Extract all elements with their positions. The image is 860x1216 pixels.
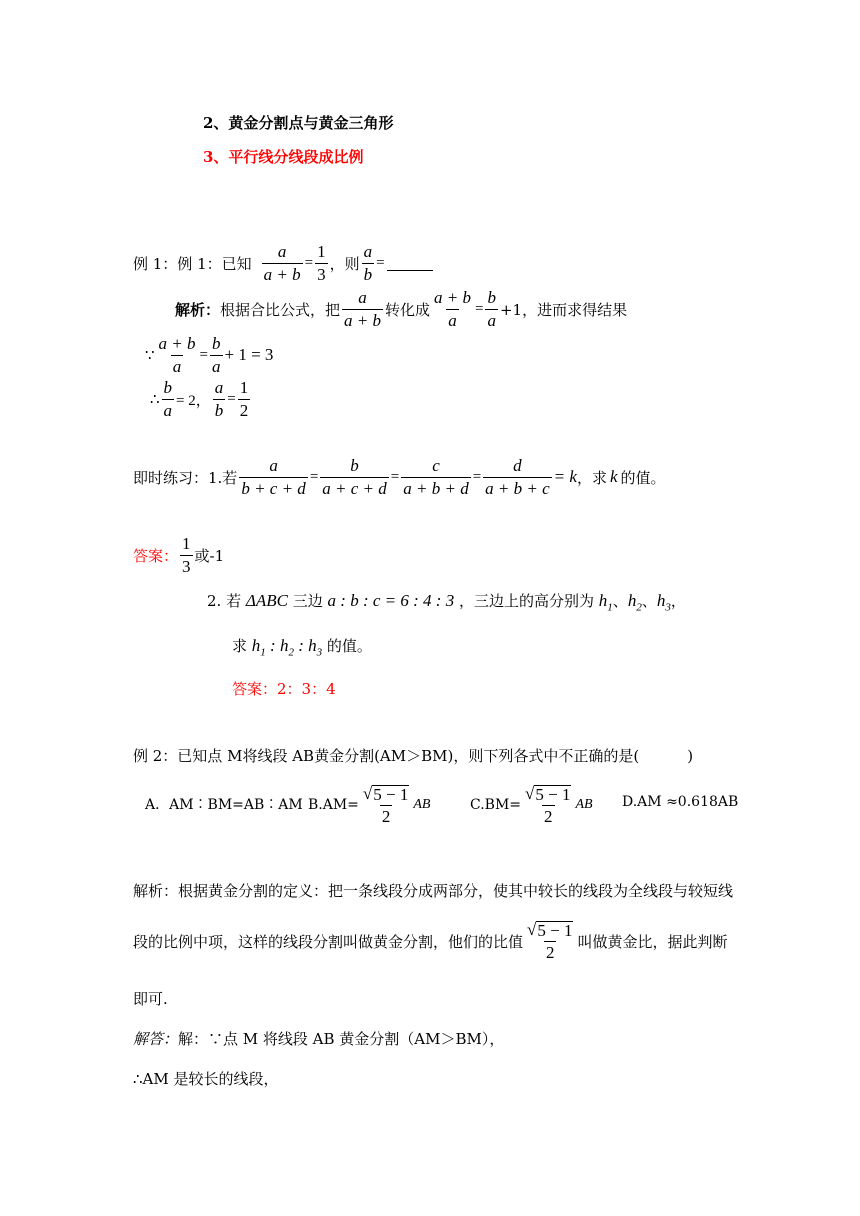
example2-question: 例 2：已知点 M将线段 AB黄金分割(AM＞BM)，则下列各式中不正确的是( ) [133, 747, 694, 765]
practice1-fraction-a: $\frac{a}{b + c + d}$ [241, 455, 306, 498]
option-d: D.AM ≈0.618AB [622, 794, 739, 810]
analysis2-line3: 即可. [133, 990, 168, 1008]
example1-ask-fraction: $\frac{a}{b}$ [363, 241, 373, 284]
practice1-line: 即时练习：1.若 $\frac{a}{b + c + d}$ = $\frac{b}{a + c + d}$ = $\frac{c}{a + b + d}$ = $\frac{d}{a + b + c}$ = k ，求 k 的值。 [133, 455, 666, 498]
example1-given-fraction: $\frac{a}{a + b}$ [263, 241, 301, 284]
option-a: A．AM∶BM=AB∶AM [145, 797, 303, 813]
practice2-answer: 答案：2：3：4 [232, 680, 336, 698]
step2-fraction-3: $\frac{1}{2}$ [239, 377, 249, 420]
because-symbol: ∵ [145, 346, 155, 364]
step2-line: ∴ $\frac{b}{a}$ = 2， $\frac{a}{b}$ = $\frac{1}{2}$ [150, 377, 249, 420]
analysis1-fraction-2: $\frac{a + b}{a}$ [434, 287, 472, 330]
h-ratio: $h_1$ : $h_2$ : $h_3$ [251, 636, 323, 659]
heading-golden-section: 2、黄金分割点与黄金三角形 [203, 114, 394, 132]
practice1-label: 即时练习：1.若 [133, 468, 238, 487]
heading-parallel-lines: 3、平行线分线段成比例 [203, 148, 364, 166]
therefore-symbol: ∴ [150, 390, 160, 408]
analysis2-line2: 段的比例中项，这样的线段分割叫做黄金分割，他们的比值 √ 5 − 1 2 叫做黄金比，据此判断 [133, 919, 728, 962]
answer1-fraction: $\frac{1}{3}$ [182, 533, 191, 576]
solution-line1: 解答：解：∵点 M 将线段 AB 黄金分割（AM＞BM）， [133, 1030, 505, 1048]
step1-fraction-2: $\frac{b}{a}$ [212, 333, 221, 376]
answer1-line: 答案： $\frac{1}{3}$ 或-1 [133, 533, 225, 576]
practice1-fraction-d: $\frac{d}{a + b + c}$ [485, 455, 550, 498]
h2: $h_2$ [627, 591, 642, 614]
analysis1-line: 解析： 根据合比公式，把 $\frac{a}{a + b}$ 转化成 $\frac{a + b}{a}$ = $\frac{b}{a}$ +1，进而求得结果 [175, 287, 628, 330]
answer1-label: 答案： [133, 546, 179, 565]
analysis1-label: 解析： [175, 300, 221, 319]
analysis2-line1: 解析：根据黄金分割的定义：把一条线段分成两部分，使其中较长的线段为全线段与较短线 [133, 882, 734, 900]
example1-given-value: $\frac{1}{3}$ [317, 241, 326, 284]
practice1-fraction-c: $\frac{c}{a + b + d}$ [403, 455, 469, 498]
step2-fraction-1: $\frac{b}{a}$ [163, 377, 173, 420]
option-b: B.AM= √ 5 − 1 2 AB [308, 783, 431, 826]
analysis1-fraction-3: $\frac{b}{a}$ [487, 287, 496, 330]
h3: $h_3$ [656, 591, 671, 614]
golden-ratio-fraction: √ 5 − 1 2 [527, 919, 573, 962]
answer-blank [387, 256, 433, 271]
option-c: C.BM= √ 5 − 1 2 AB [470, 783, 593, 826]
practice2-line2: 求 $h_1$ : $h_2$ : $h_3$ 的值。 [232, 636, 372, 659]
option-c-fraction: √ 5 − 1 2 [525, 783, 571, 826]
solution-line2: ∴AM 是较长的线段， [133, 1070, 279, 1088]
practice2-line1: 2. 若 ΔABC 三边 a : b : c = 6 : 4 : 3 ，三边上的高分别为 $h_1$、$h_2$、$h_3$， [207, 591, 686, 614]
example1-line: 例 1：例 1：已知 $\frac{a}{a + b}$ = $\frac{1}{3}$ ，则 $\frac{a}{b}$ = [133, 238, 433, 288]
practice1-fraction-b: $\frac{b}{a + c + d}$ [322, 455, 387, 498]
example1-label: 例 1：例 1：已知 [133, 254, 252, 273]
step1-line: ∵ $\frac{a + b}{a}$ = $\frac{b}{a}$ + 1 = 3 [145, 333, 274, 376]
step1-fraction-1: $\frac{a + b}{a}$ [158, 333, 196, 376]
h1: $h_1$ [598, 591, 613, 614]
analysis1-fraction-1: $\frac{a}{a + b}$ [344, 287, 382, 330]
option-b-fraction: √ 5 − 1 2 [362, 783, 409, 826]
step2-fraction-2: $\frac{a}{b}$ [214, 377, 224, 420]
